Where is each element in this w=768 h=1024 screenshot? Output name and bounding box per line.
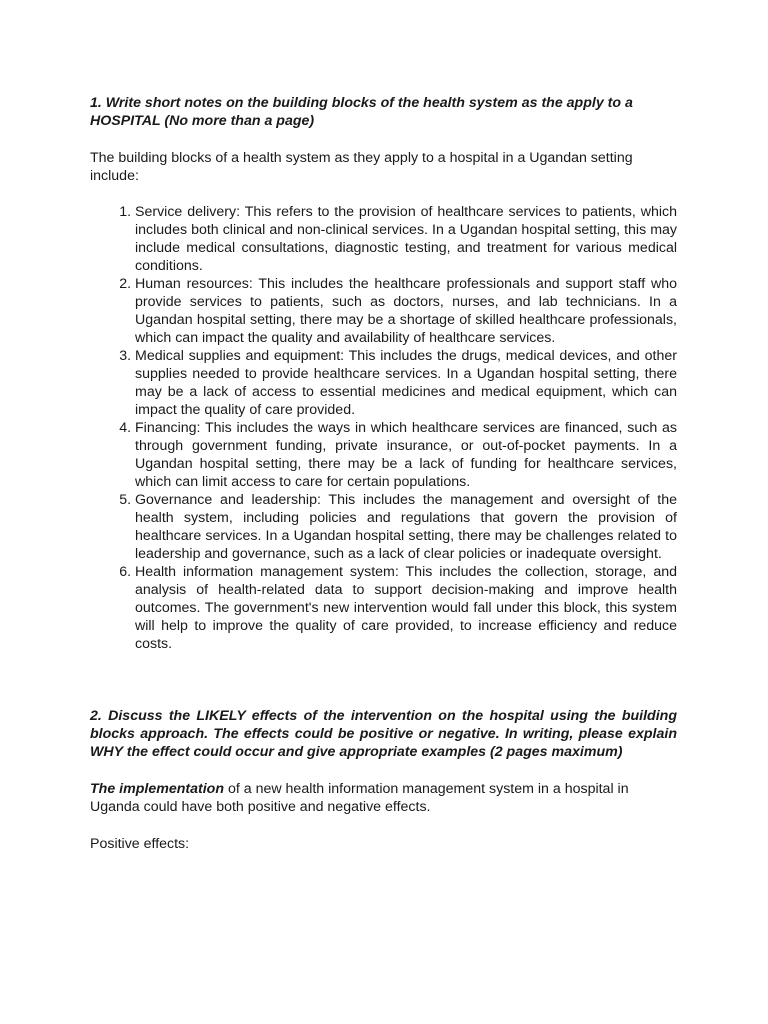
implementation-lead: The implementation bbox=[90, 781, 225, 797]
document-page bbox=[90, 94, 677, 853]
question-1-intro: The building blocks of a health system as they apply to a hospital in a Ugandan setting include: bbox=[90, 150, 633, 184]
list-item: 6. Health information management system: This includes the collection, storage, and analysis of health-related data to support decision-making and improve health outcomes. The government's new intervention would fall under this block, this system will help to improve the quality of care provided, to increase efficiency and reduce costs. bbox=[135, 563, 677, 653]
question-1-heading: 1. Write short notes on the building blocks of the health system as the apply to a HOSPITAL (No more than a page) bbox=[90, 95, 633, 129]
list-item: 1. Service delivery: This refers to the provision of healthcare services to patients, which includes both clinical and non-clinical services. In a Ugandan hospital setting, this may include medical consultations, diagnostic testing, and treatment for various medical conditions. bbox=[135, 203, 677, 275]
list-item: 5. Governance and leadership: This includes the management and oversight of the health system, including policies and regulations that govern the provision of healthcare services. In a Ugandan hospital setting, there may be challenges related to leadership and governance, such as a lack of clear policies or inadequate oversight. bbox=[135, 491, 677, 563]
positive-effects-label: Positive effects: bbox=[90, 836, 190, 852]
building-blocks-list bbox=[90, 203, 677, 653]
implementation-paragraph bbox=[90, 780, 677, 816]
list-item: 2. Human resources: This includes the healthcare professionals and support staff who provide services to patients, such as doctors, nurses, and lab technicians. In a Ugandan hospital setting, there may be a shortage of skilled healthcare professionals, which can impact the quality and availability of healthcare services. bbox=[135, 275, 677, 347]
implementation-rest: of a new health information management system in a hospital in Uganda could have both positive and negative effects. bbox=[90, 781, 629, 815]
question-2-heading: 2. Discuss the LIKELY effects of the intervention on the hospital using the building blocks approach. The effects could be positive or negative. In writing, please explain WHY the effect could occur and give appropriate examples (2 pages maximum) bbox=[90, 708, 677, 760]
list-item: 4. Financing: This includes the ways in which healthcare services are financed, such as through government funding, private insurance, or out-of-pocket payments. In a Ugandan hospital setting, there may be a lack of funding for healthcare services, which can limit access to care for certain populations. bbox=[135, 419, 677, 491]
list-item: 3. Medical supplies and equipment: This includes the drugs, medical devices, and other supplies needed to provide healthcare services. In a Ugandan hospital setting, there may be a lack of access to essential medicines and medical equipment, which can impact the quality of care provided. bbox=[135, 347, 677, 419]
